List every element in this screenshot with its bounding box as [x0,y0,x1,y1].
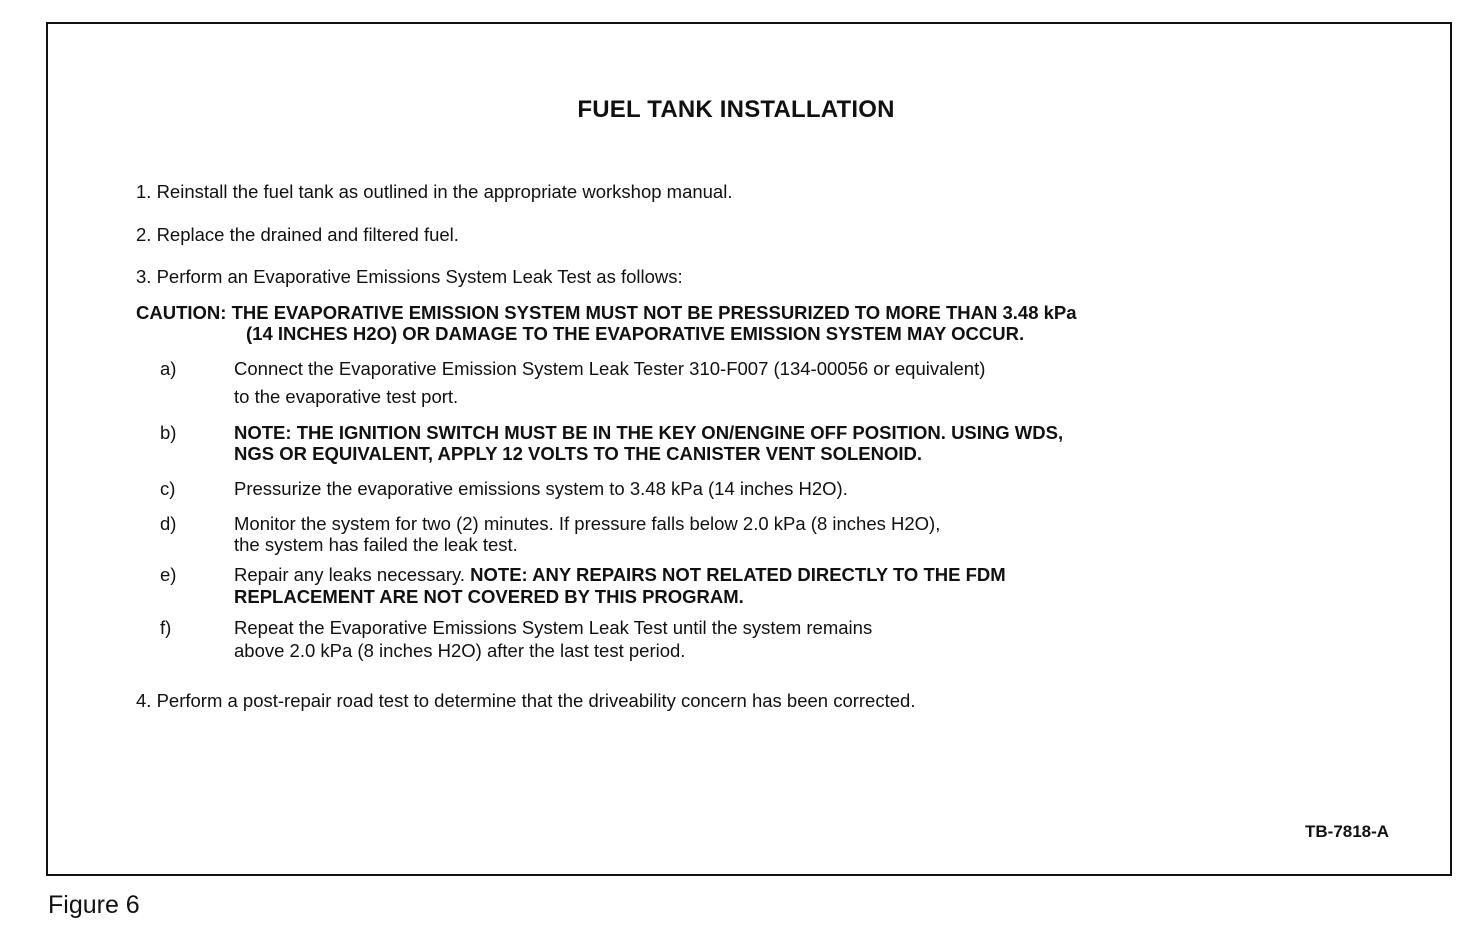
substep-c-label: c) [160,478,176,499]
substep-e-line-2: REPLACEMENT ARE NOT COVERED BY THIS PROGRAM. [234,586,744,607]
substep-d-label: d) [160,513,177,534]
substep-a-line-1: Connect the Evaporative Emission System Leak Tester 310-F007 (134-00056 or equivalent) [234,358,986,379]
substep-b-line-1: NOTE: THE IGNITION SWITCH MUST BE IN THE KEY ON/ENGINE OFF POSITION. USING WDS, [234,422,1064,443]
substep-b-label: b) [160,422,177,443]
substep-f-line-1: Repeat the Evaporative Emissions System Leak Test until the system remains [234,617,873,638]
caution-line-1: CAUTION: THE EVAPORATIVE EMISSION SYSTEM MUST NOT BE PRESSURIZED TO MORE THAN 3.48 kPa [136,302,1077,323]
step-1: 1. Reinstall the fuel tank as outlined in the appropriate workshop manual. [136,181,733,202]
caution-line-2: (14 INCHES H2O) OR DAMAGE TO THE EVAPORATIVE EMISSION SYSTEM MAY OCCUR. [246,323,1025,344]
substep-c-line-1: Pressurize the evaporative emissions system to 3.48 kPa (14 inches H2O). [234,478,848,499]
substep-e-label: e) [160,564,177,585]
figure-caption: Figure 6 [48,891,140,919]
page-title: FUEL TANK INSTALLATION [577,96,895,123]
step-3: 3. Perform an Evaporative Emissions System Leak Test as follows: [136,266,683,287]
substep-f-label: f) [160,617,172,638]
substep-a-label: a) [160,358,177,379]
substep-b-line-2: NGS OR EQUIVALENT, APPLY 12 VOLTS TO THE CANISTER VENT SOLENOID. [234,443,923,464]
substep-e-note: NOTE: ANY REPAIRS NOT RELATED DIRECTLY TO THE FDM [470,564,1006,585]
step-4: 4. Perform a post-repair road test to determine that the driveability concern has been corrected. [136,690,916,711]
substep-d-line-2: the system has failed the leak test. [234,534,518,555]
substep-f-line-2: above 2.0 kPa (8 inches H2O) after the last test period. [234,640,686,661]
reference-code: TB-7818-A [1305,822,1390,841]
substep-e-text: Repair any leaks necessary. [234,564,466,585]
substep-a-line-2: to the evaporative test port. [234,386,459,407]
substep-d-line-1: Monitor the system for two (2) minutes. If pressure falls below 2.0 kPa (8 inches H2O), [234,513,941,534]
step-2: 2. Replace the drained and filtered fuel. [136,224,459,245]
substep-e-line-1 [234,564,1006,586]
